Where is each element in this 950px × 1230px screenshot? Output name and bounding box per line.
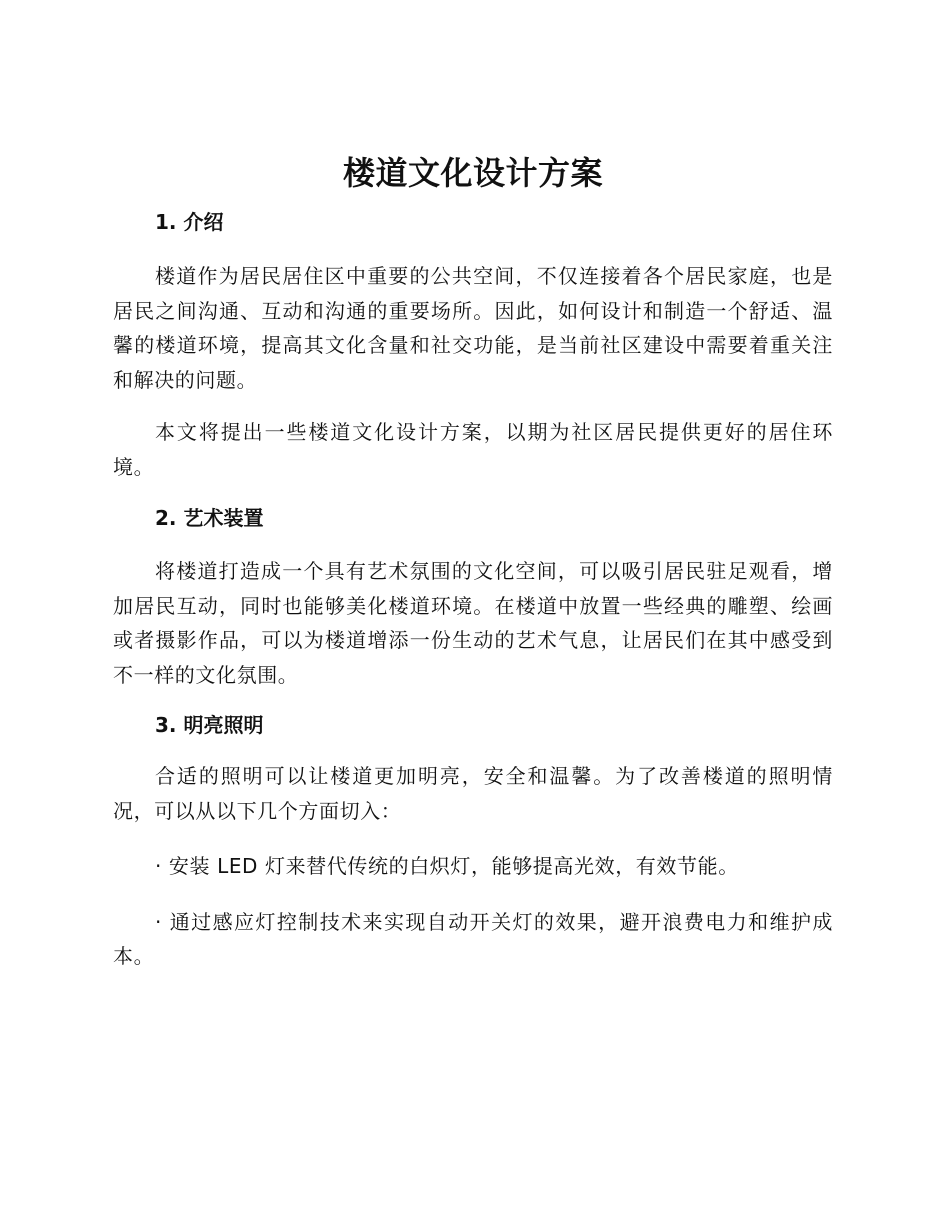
document-page <box>113 150 833 974</box>
section-heading-introduction: 1. 介绍 <box>155 210 224 234</box>
paragraph: 将楼道打造成一个具有艺术氛围的文化空间，可以吸引居民驻足观看，增加居民互动，同时也能够美化楼道环境。在楼道中放置一些经典的雕塑、绘画或者摄影作品，可以为楼道增添一份生动的艺术气息，让居民们在其中感受到不一样的文化氛围。 <box>113 559 833 687</box>
section-heading-art-installation: 2. 艺术装置 <box>155 506 264 530</box>
bullet-item: · 通过感应灯控制技术来实现自动开关灯的效果，避开浪费电力和维护成本。 <box>113 909 833 968</box>
paragraph: 本文将提出一些楼道文化设计方案，以期为社区居民提供更好的居住环境。 <box>113 420 833 479</box>
bullet-item: · 安装 LED 灯来替代传统的白炽灯，能够提高光效，有效节能。 <box>155 854 739 878</box>
section-heading-lighting: 3. 明亮照明 <box>155 713 264 737</box>
document-title: 楼道文化设计方案 <box>342 154 603 192</box>
paragraph: 合适的照明可以让楼道更加明亮，安全和温馨。为了改善楼道的照明情况，可以从以下几个方面切入： <box>113 764 833 823</box>
paragraph: 楼道作为居民居住区中重要的公共空间，不仅连接着各个居民家庭，也是居民之间沟通、互动和沟通的重要场所。因此，如何设计和制造一个舒适、温馨的楼道环境，提高其文化含量和社交功能，是当前社区建设中需要着重关注和解决的问题。 <box>113 264 833 392</box>
